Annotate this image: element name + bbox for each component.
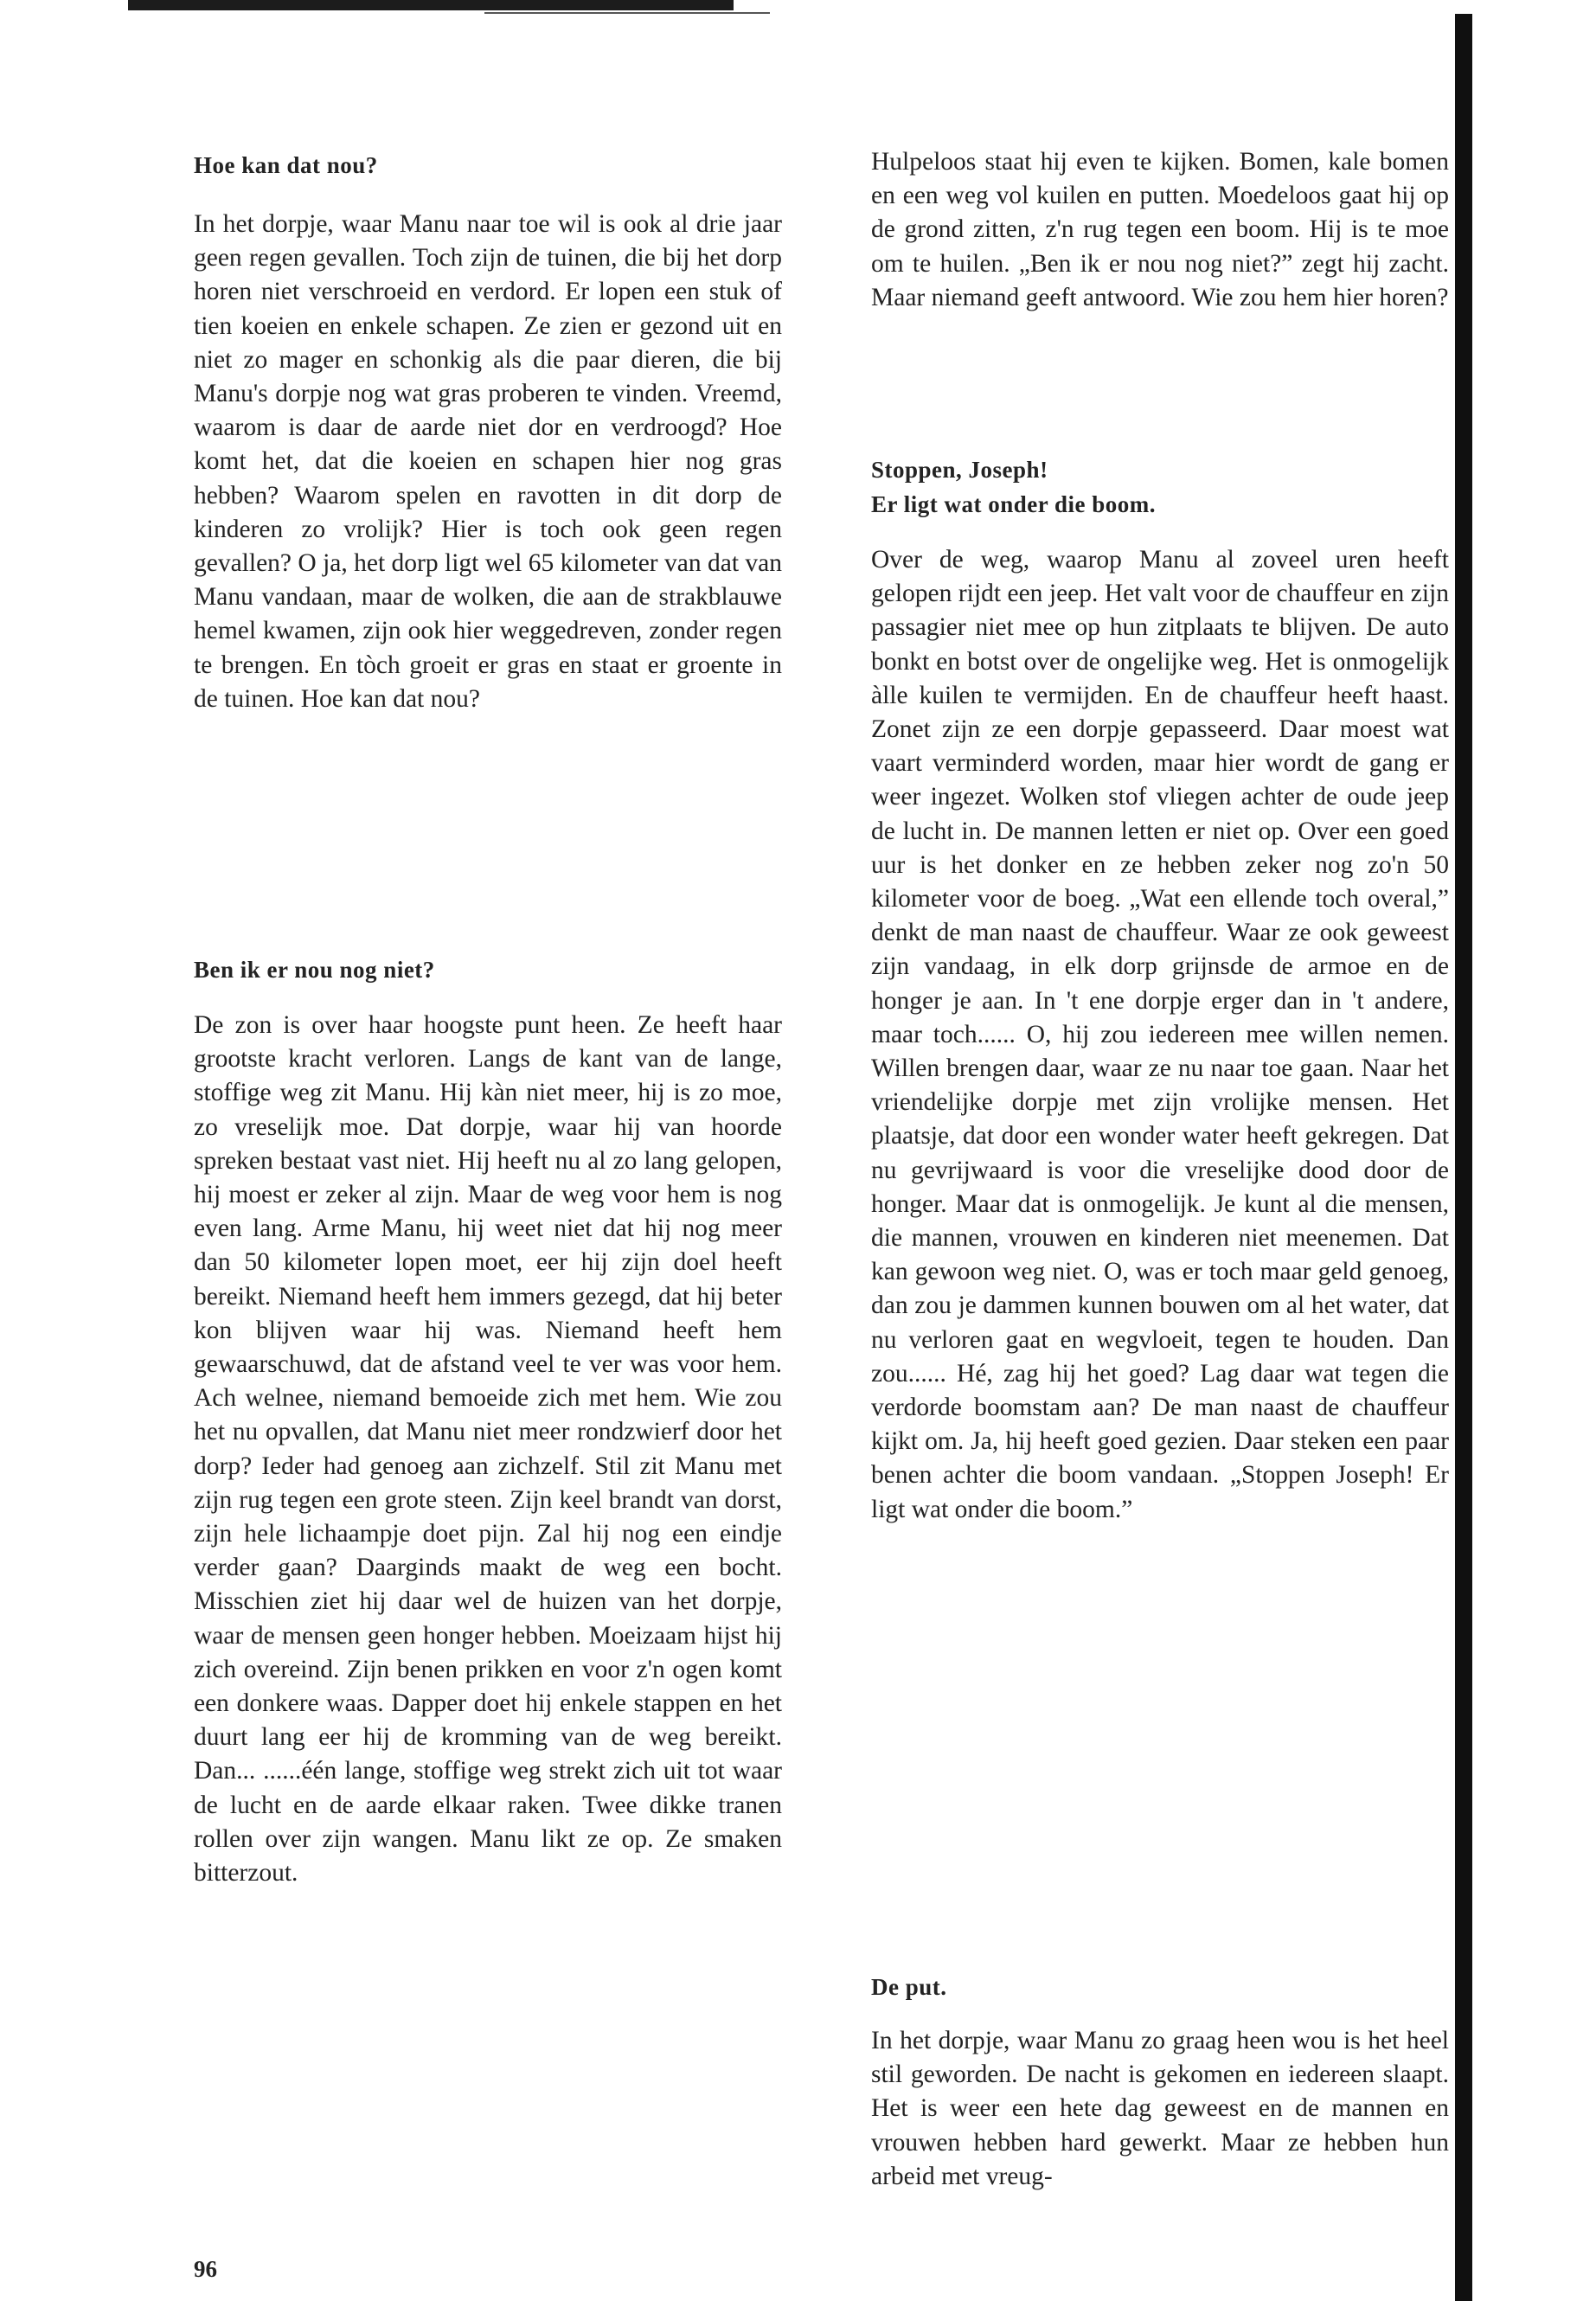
heading-ben-ik-er-nou-nog-niet: Ben ik er nou nog niet? [194,957,435,983]
heading-er-ligt-wat: Er ligt wat onder die boom. [871,491,1157,517]
top-rule [128,0,734,10]
paragraph-hoe-kan-dat-nou: In het dorpje, waar Manu naar toe wil is ook al drie jaar geen regen gevallen. Toch zijn de tuinen, die bij het dorp horen niet verschroeid en verdord. Er lopen een stuk of tien koeien en enkele schapen. Ze zien er gezond uit en niet zo mager en schonkig als die paar dieren, die bij Manu's dorpje nog wat gras proberen te vinden. Vreemd, waarom is daar de aarde niet dor en verdroogd? Hoe komt het, dat die koeien en schapen hier nog gras hebben? Waarom spelen en ravotten in dit dorp de kinderen zo vrolijk? Hier is toch ook geen regen gevallen? O ja, het dorp ligt wel 65 kilometer van dat van Manu vandaan, maar de wolken, die aan de strakblauwe hemel kwamen, zijn ook hier weggedreven, zonder regen te brengen. En tòch groeit er gras en staat er groente in de tuinen. Hoe kan dat nou? [194,210,782,713]
paragraph-ben-ik-er-nou-nog-niet: De zon is over haar hoogste punt heen. Ze heeft haar grootste kracht verloren. Langs de kant van de lange, stoffige weg zit Manu. Hij kàn niet meer, hij is zo moe, zo vreselijk moe. Dat dorpje, waar hij van hoorde spreken bestaat vast niet. Hij heeft nu al zo lang gelopen, hij moest er zeker al zijn. Maar de weg voor hem is nog even lang. Arme Manu, hij weet niet dat hij nog meer dan 50 kilometer lopen moet, eer hij zijn doel heeft bereikt. Niemand heeft hem immers gezegd, dat hij beter kon blijven waar hij was. Niemand heeft hem gewaarschuwd, dat de afstand veel te ver was voor hem. Ach welnee, niemand bemoeide zich met hem. Wie zou het nu opvallen, dat Manu niet meer rondzwierf door het dorp? Ieder had genoeg aan zichzelf. Stil zit Manu met zijn rug tegen een grote steen. Zijn keel brandt van dorst, zijn hele lichaampje doet pijn. Zal hij nog een eindje verder gaan? Daarginds maakt de weg een bocht. Misschien ziet hij daar wel de huizen van het dorpje, waar de mensen geen honger hebben. Moeizaam hijst hij zich overeind. Zijn benen prikken en voor z'n ogen komt een donkere waas. Dapper doet hij enkele stappen en het duurt lang eer hij de kromming van de weg bereikt. Dan... ......één lange, stoffige weg strekt zich uit tot waar de lucht en de aarde elkaar raken. Twee dikke tranen rollen over zijn wangen. Manu likt ze op. Ze smaken bitterzout. [194,1011,782,1888]
paragraph-stoppen-joseph: Over de weg, waarop Manu al zoveel uren heeft gelopen rijdt een jeep. Het valt voor de chauffeur en zijn passagier niet mee op hun zitplaats te blijven. De auto bonkt en botst over de ongelijke weg. Het is onmogelijk àlle kuilen te vermijden. En de chauffeur heeft haast. Zonet zijn ze een dorpje gepasseerd. Daar moest wat vaart verminderd worden, maar hier wordt de gang er weer ingezet. Wolken stof vliegen achter de oude jeep de lucht in. De mannen letten er niet op. Over een goed uur is het donker en ze hebben zeker nog zo'n 50 kilometer voor de boeg. „Wat een ellende toch overal,” denkt de man naast de chauffeur. Waar ze ook geweest zijn vandaag, in elk dorp grijnsde de armoe en de honger je aan. In 't ene dorpje erger dan in 't andere, maar toch...... O, hij zou iedereen mee willen nemen. Willen brengen daar, waar ze nu naar toe gaan. Naar het vriendelijke dorpje met zijn vrolijke mensen. Het plaatsje, dat door een wonder water heeft gekregen. Dat nu gevrijwaard is voor die vreselijke dood door de honger. Maar dat is onmogelijk. Je kunt al die mensen, die mannen, vrouwen en kinderen niet meenemen. Dat kan gewoon weg niet. O, was er toch maar geld genoeg, dan zou je dammen kunnen bouwen om al het water, dat nu verloren gaat en wegvloeit, tegen te houden. Dan zou...... Hé, zag hij het goed? Lag daar wat tegen die verdorde boomstam aan? De man naast de chauffeur kijkt om. Ja, hij heeft goed gezien. Daar steken een paar benen achter die boom vandaan. „Stoppen Joseph! Er ligt wat onder die boom.” [871,546,1449,1523]
heading-stoppen-joseph: Stoppen, Joseph! [871,457,1048,483]
page-number: 96 [194,2256,217,2282]
top-rule-thin [484,12,770,14]
heading-de-put: De put. [871,1974,947,2000]
scan-edge-bar [1455,14,1472,2301]
paragraph-hulpeloos: Hulpeloos staat hij even te kijken. Bomen, kale bomen en een weg vol kuilen en putten. Moedeloos gaat hij op de grond zitten, z'n rug tegen een boom. Hij is te moe om te huilen. „Ben ik er nou nog niet?” zegt hij zacht. Maar niemand geeft antwoord. Wie zou hem hier horen? [871,148,1449,311]
paragraph-de-put: In het dorpje, waar Manu zo graag heen wou is het heel stil geworden. De nacht is gekomen en iedereen slaapt. Het is weer een hete dag geweest en de mannen en vrouwen hebben hard gewerkt. Maar ze hebben hun arbeid met vreug- [871,2027,1449,2190]
heading-hoe-kan-dat-nou: Hoe kan dat nou? [194,152,378,178]
